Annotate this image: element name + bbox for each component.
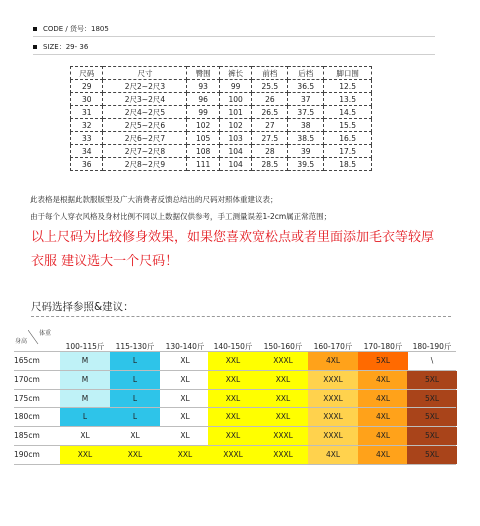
size-recommendation-cell: 5XL [407, 446, 457, 464]
table-cell: 103 [219, 132, 251, 145]
size-recommendation-cell: M [60, 352, 110, 370]
size-recommendation-cell: XXL [208, 427, 258, 445]
table-cell: 111 [187, 158, 219, 171]
weight-header: 180-190斤 [412, 342, 452, 351]
size-recommendation-cell: XXXL [258, 427, 308, 445]
size-recommendation-cell: M [60, 371, 110, 389]
table-cell: 2尺4~2尺5 [103, 106, 187, 119]
weight-header: 140-150斤 [213, 342, 253, 351]
table-cell: 28 [252, 145, 288, 158]
size-recommendation-cell: XXL [110, 446, 160, 464]
size-recommendation-cell: XL [180, 356, 190, 365]
size-recommendation-cell: 4XL [358, 427, 408, 445]
height-label: 170cm [14, 375, 40, 384]
size-recommendation-cell: XXL [208, 371, 258, 389]
note-line: 此表格是根据此款服版型及广大消费者反馈总结出的尺码对照体重建议表； [30, 195, 278, 204]
size-recommendation-cell: L [110, 390, 160, 408]
table-cell: 38.5 [288, 132, 324, 145]
row-divider [14, 464, 456, 465]
table-cell: 2尺7~2尺8 [103, 145, 187, 158]
table-cell: 16.5 [324, 132, 372, 145]
size-recommendation-cell: XL [180, 412, 190, 421]
size-recommendation-cell: L [110, 408, 160, 426]
table-cell: 25.5 [252, 80, 288, 93]
divider [33, 36, 435, 37]
size-recommendation-cell: XXL [258, 390, 308, 408]
size-table-row [71, 119, 372, 132]
product-code: CODE / 货号：1805 [33, 24, 109, 34]
size-recommendation-cell: XL [180, 394, 190, 403]
size-recommendation-cell: 5XL [407, 371, 457, 389]
size-recommendation-cell: 4XL [358, 390, 408, 408]
table-cell: 2尺8~2尺9 [103, 158, 187, 171]
guide-title: 尺码选择参照&建议： [31, 301, 134, 313]
table-cell: 26 [252, 93, 288, 106]
size-recommendation-cell: 5XL [407, 427, 457, 445]
bullet-square-icon [33, 27, 37, 31]
table-cell: 29 [71, 80, 103, 93]
table-cell: 2尺3~2尺4 [103, 93, 187, 106]
height-label: 185cm [14, 431, 40, 440]
size-recommendation-cell: \ [430, 356, 434, 365]
size-table-row [71, 106, 372, 119]
size-recommendation-cell: L [110, 352, 160, 370]
size-table-row [71, 132, 372, 145]
column-header: 裤长 [219, 67, 251, 80]
size-table-header [71, 67, 372, 80]
table-cell: 27 [252, 119, 288, 132]
table-cell: 27.5 [252, 132, 288, 145]
table-cell: 36 [71, 158, 103, 171]
weight-header: 150-160斤 [263, 342, 303, 351]
table-cell: 37.5 [288, 106, 324, 119]
table-cell: 104 [219, 158, 251, 171]
divider [33, 54, 435, 55]
red-notice-line: 以上尺码为比较修身效果，如果您喜欢宽松点或者里面添加毛衣等较厚 [31, 230, 435, 245]
size-recommendation-cell: XL [180, 431, 190, 440]
weight-header: 115-130斤 [115, 342, 155, 351]
size-table-row [71, 93, 372, 106]
corner-weight-label: 体重 [39, 330, 52, 337]
dashed-divider [31, 316, 451, 317]
height-label: 175cm [14, 394, 40, 403]
bullet-square-icon [33, 45, 37, 49]
size-range: SIZE：29- 36 [33, 42, 88, 52]
table-cell: 104 [219, 145, 251, 158]
size-recommendation-cell: M [60, 390, 110, 408]
table-cell: 33 [71, 132, 103, 145]
size-recommendation-cell: XXXL [308, 390, 358, 408]
size-table-row [71, 145, 372, 158]
weight-header: 100-115斤 [65, 342, 105, 351]
note-line: 由于每个人穿衣风格及身材比例不同以上数据仅供参考，手工测量误差1-2cm属正常范围； [30, 212, 332, 221]
size-recommendation-cell: XXL [160, 446, 210, 464]
table-cell: 2尺5~2尺6 [103, 119, 187, 132]
table-cell: 26.5 [252, 106, 288, 119]
table-cell: 39.5 [288, 158, 324, 171]
size-recommendation-cell: 5XL [407, 408, 457, 426]
size-recommendation-cell: XL [180, 375, 190, 384]
corner-diagonal [28, 330, 46, 346]
size-recommendation-cell: XXXL [258, 446, 308, 464]
column-header: 臀围 [187, 67, 219, 80]
size-recommendation-cell: XXL [258, 408, 308, 426]
table-cell: 2尺6~2尺7 [103, 132, 187, 145]
table-cell: 93 [187, 80, 219, 93]
table-cell: 99 [187, 106, 219, 119]
weight-header: 170-180斤 [363, 342, 403, 351]
height-label: 180cm [14, 412, 40, 421]
size-recommendation-cell: XXXL [308, 408, 358, 426]
size-recommendation-cell: XL [80, 431, 90, 440]
table-cell: 31 [71, 106, 103, 119]
table-cell: 32 [71, 119, 103, 132]
size-recommendation-cell: 4XL [358, 446, 408, 464]
table-cell: 96 [187, 93, 219, 106]
table-cell: 13.5 [324, 93, 372, 106]
size-recommendation-cell: 4XL [358, 408, 408, 426]
table-cell: 30 [71, 93, 103, 106]
red-notice-line: 衣服 建议选大一个尺码！ [31, 254, 179, 269]
size-table-row [71, 80, 372, 93]
size-recommendation-cell: XXXL [208, 446, 258, 464]
column-header: 前档 [252, 67, 288, 80]
table-cell: 100 [219, 93, 251, 106]
size-recommendation-cell: XXL [258, 371, 308, 389]
table-cell: 38 [288, 119, 324, 132]
weight-header: 160-170斤 [313, 342, 353, 351]
table-cell: 12.5 [324, 80, 372, 93]
size-recommendation-cell: L [110, 371, 160, 389]
size-recommendation-cell: XXL [208, 390, 258, 408]
table-cell: 28.5 [252, 158, 288, 171]
corner-height-label: 身高 [15, 338, 28, 345]
column-header: 脚口围 [324, 67, 372, 80]
size-recommendation-cell: XXXL [308, 427, 358, 445]
table-cell: 34 [71, 145, 103, 158]
size-table-row [71, 158, 372, 171]
column-header: 后档 [288, 67, 324, 80]
size-table [70, 66, 372, 171]
table-cell: 102 [187, 119, 219, 132]
column-header: 尺码 [71, 67, 103, 80]
table-cell: 101 [219, 106, 251, 119]
size-recommendation-cell: 5XL [358, 352, 408, 370]
table-cell: 36.5 [288, 80, 324, 93]
table-cell: 102 [219, 119, 251, 132]
height-label: 190cm [14, 450, 40, 459]
table-cell: 108 [187, 145, 219, 158]
size-recommendation-cell: 5XL [407, 390, 457, 408]
size-recommendation-cell: XXL [60, 446, 110, 464]
size-recommendation-cell: XXL [208, 352, 258, 370]
table-cell: 39 [288, 145, 324, 158]
table-cell: 17.5 [324, 145, 372, 158]
size-recommendation-cell: XL [130, 431, 140, 440]
size-recommendation-cell: XXXL [308, 371, 358, 389]
size-recommendation-cell: XXL [208, 408, 258, 426]
table-cell: 105 [187, 132, 219, 145]
size-recommendation-cell: L [60, 408, 110, 426]
table-cell: 15.5 [324, 119, 372, 132]
weight-header: 130-140斤 [165, 342, 205, 351]
size-recommendation-cell: 4XL [308, 446, 358, 464]
table-cell: 14.5 [324, 106, 372, 119]
height-label: 165cm [14, 356, 40, 365]
column-header: 尺寸 [103, 67, 187, 80]
table-cell: 18.5 [324, 158, 372, 171]
size-recommendation-cell: 4XL [358, 371, 408, 389]
table-cell: 2尺2~2尺3 [103, 80, 187, 93]
size-recommendation-cell: 4XL [308, 352, 358, 370]
size-recommendation-cell: XXXL [258, 352, 308, 370]
table-cell: 37 [288, 93, 324, 106]
table-cell: 99 [219, 80, 251, 93]
